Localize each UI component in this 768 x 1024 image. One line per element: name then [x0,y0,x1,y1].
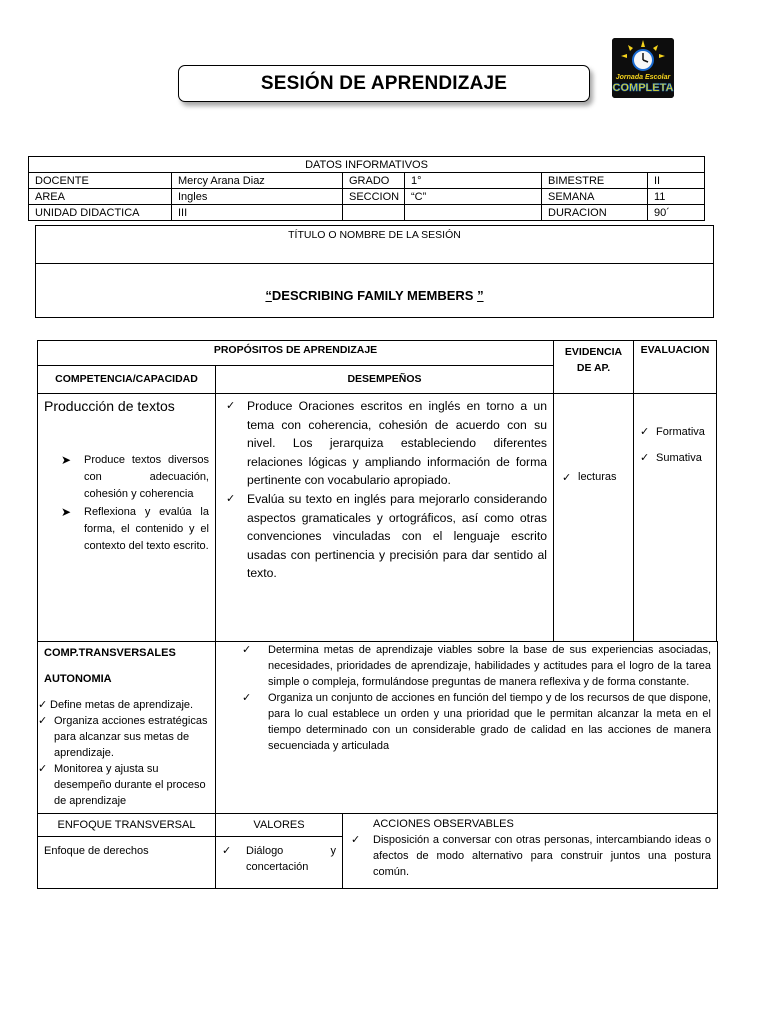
cell: Ingles [172,189,343,205]
list-item: ✓ Monitorea y ajusta su desempeño durante el proceso de aprendizaje [38,761,213,809]
session-title-box [35,225,714,318]
page-title-box [178,65,590,102]
clock-logo-icon [612,38,674,98]
list-item: ✓ Organiza acciones estratégicas para alcanzar sus metas de aprendizaje. [38,713,213,761]
svg-text:COMPLETA: COMPLETA [612,82,674,94]
propositos-table [37,340,717,642]
capacidades-list [44,452,209,555]
list-item: ➤ Produce textos diversos con adecuación, cohesión y coherencia [58,452,209,504]
list-item: ✓ Formativa [640,419,716,445]
enfoque-header: ENFOQUE TRANSVERSAL [37,813,216,837]
cell: DURACION [542,205,648,221]
transversales-subtitle: AUTONOMIA [44,673,112,685]
table-row [29,189,705,205]
datos-header: DATOS INFORMATIVOS [29,157,705,173]
close-quote: ” [477,288,484,303]
cell: SECCION [343,189,405,205]
cell: 11 [648,189,705,205]
competencia-cell [37,393,216,642]
jornada-escolar-logo [612,38,674,98]
cell: UNIDAD DIDACTICA [29,205,172,221]
datos-informativos-table [28,156,705,221]
cell: II [648,173,705,189]
cell: DOCENTE [29,173,172,189]
autonomia-list [38,697,213,809]
desempenos-list [226,397,547,583]
cell [343,205,405,221]
evidencia-cell [553,393,634,642]
list-item: ✓ Disposición a conversar con otras personas, intercambiando ideas o afectos de modo alternativo para construir juntos una postura común. [351,832,711,880]
page-title: SESIÓN DE APRENDIZAJE [260,72,508,94]
col-evaluacion: EVALUACION [633,340,717,394]
list-item: ➤ Reflexiona y evalúa la forma, el contenido y el contexto del texto escrito. [58,504,209,556]
propositos-header: PROPÓSITOS DE APRENDIZAJE [37,340,554,366]
acciones-header: ACCIONES OBSERVABLES [373,818,514,830]
session-name-text: DESCRIBING FAMILY MEMBERS [271,288,478,303]
col-evidencia: EVIDENCIA DE AP. [553,340,634,394]
open-quote: “ [265,288,272,303]
valor-cell [215,836,343,889]
cell: GRADO [343,173,405,189]
desempenos-cell [215,393,554,642]
transversales-left-cell [37,641,216,814]
list-item: ✓ Produce Oraciones escritos en inglés en torno a un tema con coherencia, cohesión de acuerdo con su nivel. Los jerarquiza estableciendo diferentes relaciones lógicas y ampliando información de forma pertinente con vocabulario apropiado. [226,397,547,490]
cell: BIMESTRE [542,173,648,189]
list-item: ✓ Evalúa su texto en inglés para mejorarlo considerando aspectos gramaticales y ortográficos, así como otras convenciones vinculadas con el lenguaje escrito usadas con pertinencia y precisión para dar sentido al texto. [226,490,547,583]
cell: 1° [405,173,542,189]
valores-header: VALORES [215,813,343,837]
col-desempenos: DESEMPEÑOS [215,365,554,394]
cell: “C” [405,189,542,205]
cell: III [172,205,343,221]
acciones-list [351,832,711,880]
list-item: ✓ Sumativa [640,445,716,471]
list-item: ✓ lecturas [562,471,633,483]
col-competencia: COMPETENCIA/CAPACIDAD [37,365,216,394]
competencia-title: Producción de textos [44,398,175,414]
list-item: ✓ Define metas de aprendizaje. [38,697,213,713]
list-item: ✓ Organiza un conjunto de acciones en función del tiempo y de los recursos de que dispone, para lo cual establece un orden y una prioridad que le permitan alcanzar la meta en el tiempo determinado con un considerable grado de calidad en las acciones de manera secuenciada y articulada [242,690,711,754]
svg-text:Jornada Escolar: Jornada Escolar [615,74,671,81]
enfoque-cell: Enfoque de derechos [37,836,216,889]
transversales-desc-list [242,642,711,754]
evaluacion-list [640,419,716,471]
valores-list [222,843,336,875]
cell: Mercy Arana Diaz [172,173,343,189]
session-title-header: TÍTULO O NOMBRE DE LA SESIÓN [36,226,713,264]
cell: 90´ [648,205,705,221]
table-row [29,205,705,221]
cell: SEMANA [542,189,648,205]
acciones-cell [342,813,718,889]
transversales-right-cell [215,641,718,814]
evidencia-list [562,471,633,483]
cell: AREA [29,189,172,205]
evaluacion-cell [633,393,717,642]
session-name [36,288,713,303]
table-row [29,173,705,189]
list-item: ✓ Diálogo y concertación [222,843,336,875]
list-item: ✓ Determina metas de aprendizaje viables sobre la base de sus experiencias asociadas, necesidades, prioridades de aprendizaje, habilidades y actitudes para el logro de la tarea simple o compleja, formulándose preguntas de manera reflexiva y de forma constante. [242,642,711,690]
cell [405,205,542,221]
transversales-title: COMP.TRANSVERSALES [44,647,176,659]
